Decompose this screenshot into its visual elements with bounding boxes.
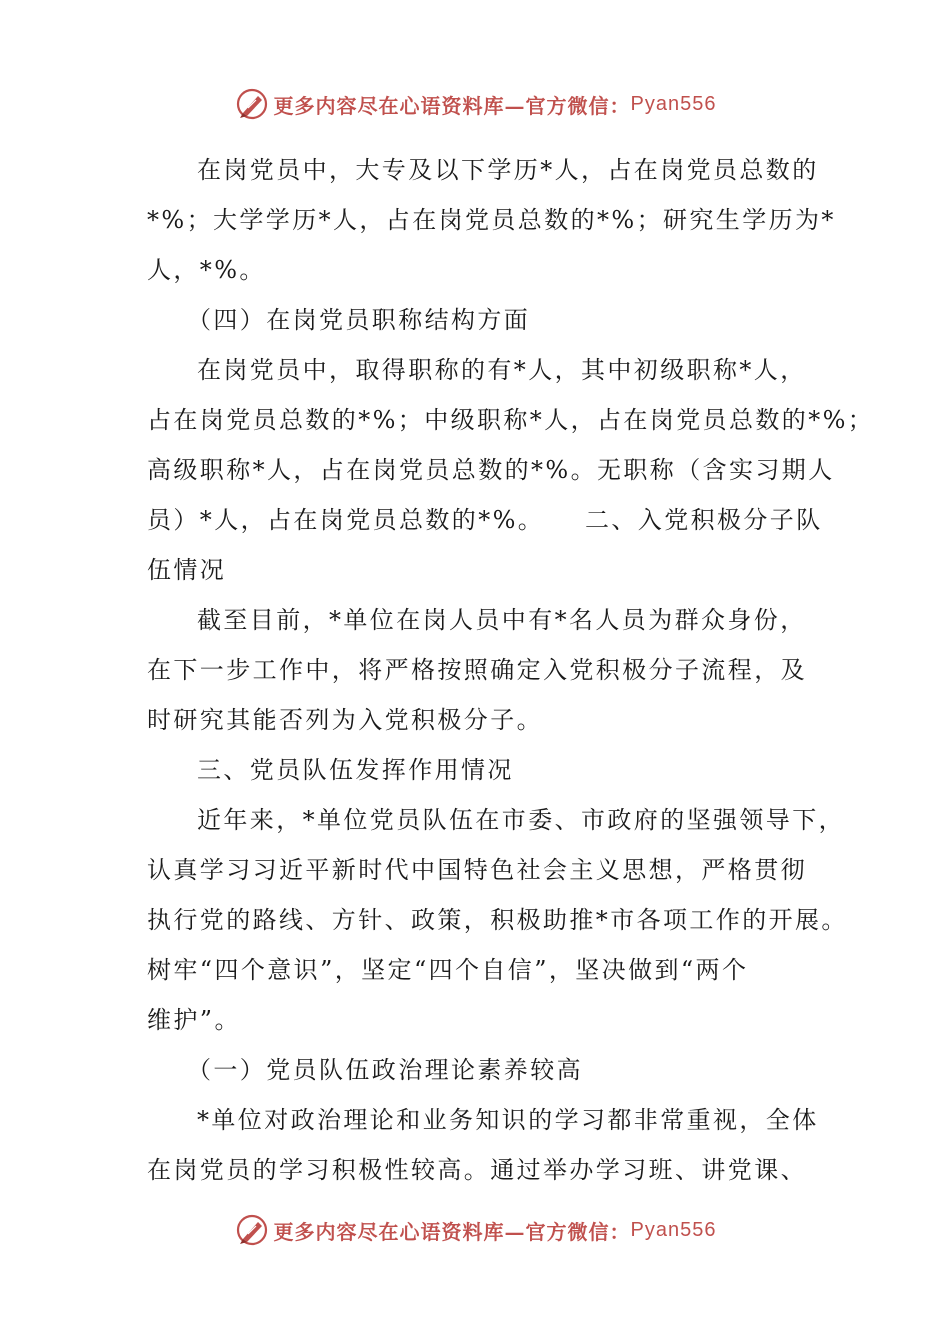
watermark-wechat-id: Pyan556 bbox=[630, 92, 717, 115]
paragraph-line: 认真学习习近平新时代中国特色社会主义思想，严格贯彻 bbox=[147, 856, 807, 884]
paragraph-line: 高级职称*人，占在岗党员总数的*%。无职称（含实习期人 bbox=[147, 456, 835, 484]
paragraph-line: *%；大学学历*人，占在岗党员总数的*%；研究生学历为* bbox=[147, 206, 836, 234]
section-heading: （一）党员队伍政治理论素养较高 bbox=[187, 1056, 583, 1084]
paragraph-line: 在下一步工作中，将严格按照确定入党积极分子流程，及 bbox=[147, 656, 807, 684]
watermark-wechat-id: Pyan556 bbox=[630, 1218, 717, 1241]
paragraph-line: 执行党的路线、方针、政策，积极助推*市各项工作的开展。 bbox=[147, 906, 848, 934]
paragraph-line: 时研究其能否列为入党积极分子。 bbox=[147, 706, 543, 734]
paragraph-line: 员）*人，占在岗党员总数的*%。 二、入党积极分子队 bbox=[147, 506, 823, 534]
paragraph-line: 在岗党员的学习积极性较高。通过举办学习班、讲党课、 bbox=[147, 1156, 807, 1184]
section-heading: 三、党员队伍发挥作用情况 bbox=[197, 756, 514, 784]
pen-nib-logo-icon bbox=[234, 1212, 270, 1248]
section-heading: （四）在岗党员职称结构方面 bbox=[187, 306, 531, 334]
footer-watermark bbox=[0, 1210, 950, 1250]
header-watermark bbox=[0, 84, 950, 124]
paragraph-line: 人，*%。 bbox=[147, 256, 266, 284]
paragraph-line: 截至目前，*单位在岗人员中有*名人员为群众身份， bbox=[197, 606, 807, 634]
pen-nib-logo-icon bbox=[234, 86, 270, 122]
paragraph-line: 占在岗党员总数的*%；中级职称*人，占在岗党员总数的*%； bbox=[147, 406, 875, 434]
document-body bbox=[147, 145, 875, 1195]
paragraph-line: *单位对政治理论和业务知识的学习都非常重视，全体 bbox=[197, 1106, 819, 1134]
paragraph-line: 伍情况 bbox=[147, 556, 227, 584]
paragraph-line: 近年来，*单位党员队伍在市委、市政府的坚强领导下， bbox=[197, 806, 845, 834]
paragraph-line: 树牢“四个意识”，坚定“四个自信”，坚决做到“两个 bbox=[147, 956, 749, 984]
paragraph-line: 在岗党员中，大专及以下学历*人，占在岗党员总数的 bbox=[197, 156, 819, 184]
watermark-text: 更多内容尽在心语资料库—官方微信： bbox=[273, 93, 631, 118]
paragraph-line: 在岗党员中，取得职称的有*人，其中初级职称*人， bbox=[197, 356, 807, 384]
watermark-text: 更多内容尽在心语资料库—官方微信： bbox=[273, 1219, 631, 1244]
paragraph-line: 维护”。 bbox=[147, 1006, 241, 1034]
